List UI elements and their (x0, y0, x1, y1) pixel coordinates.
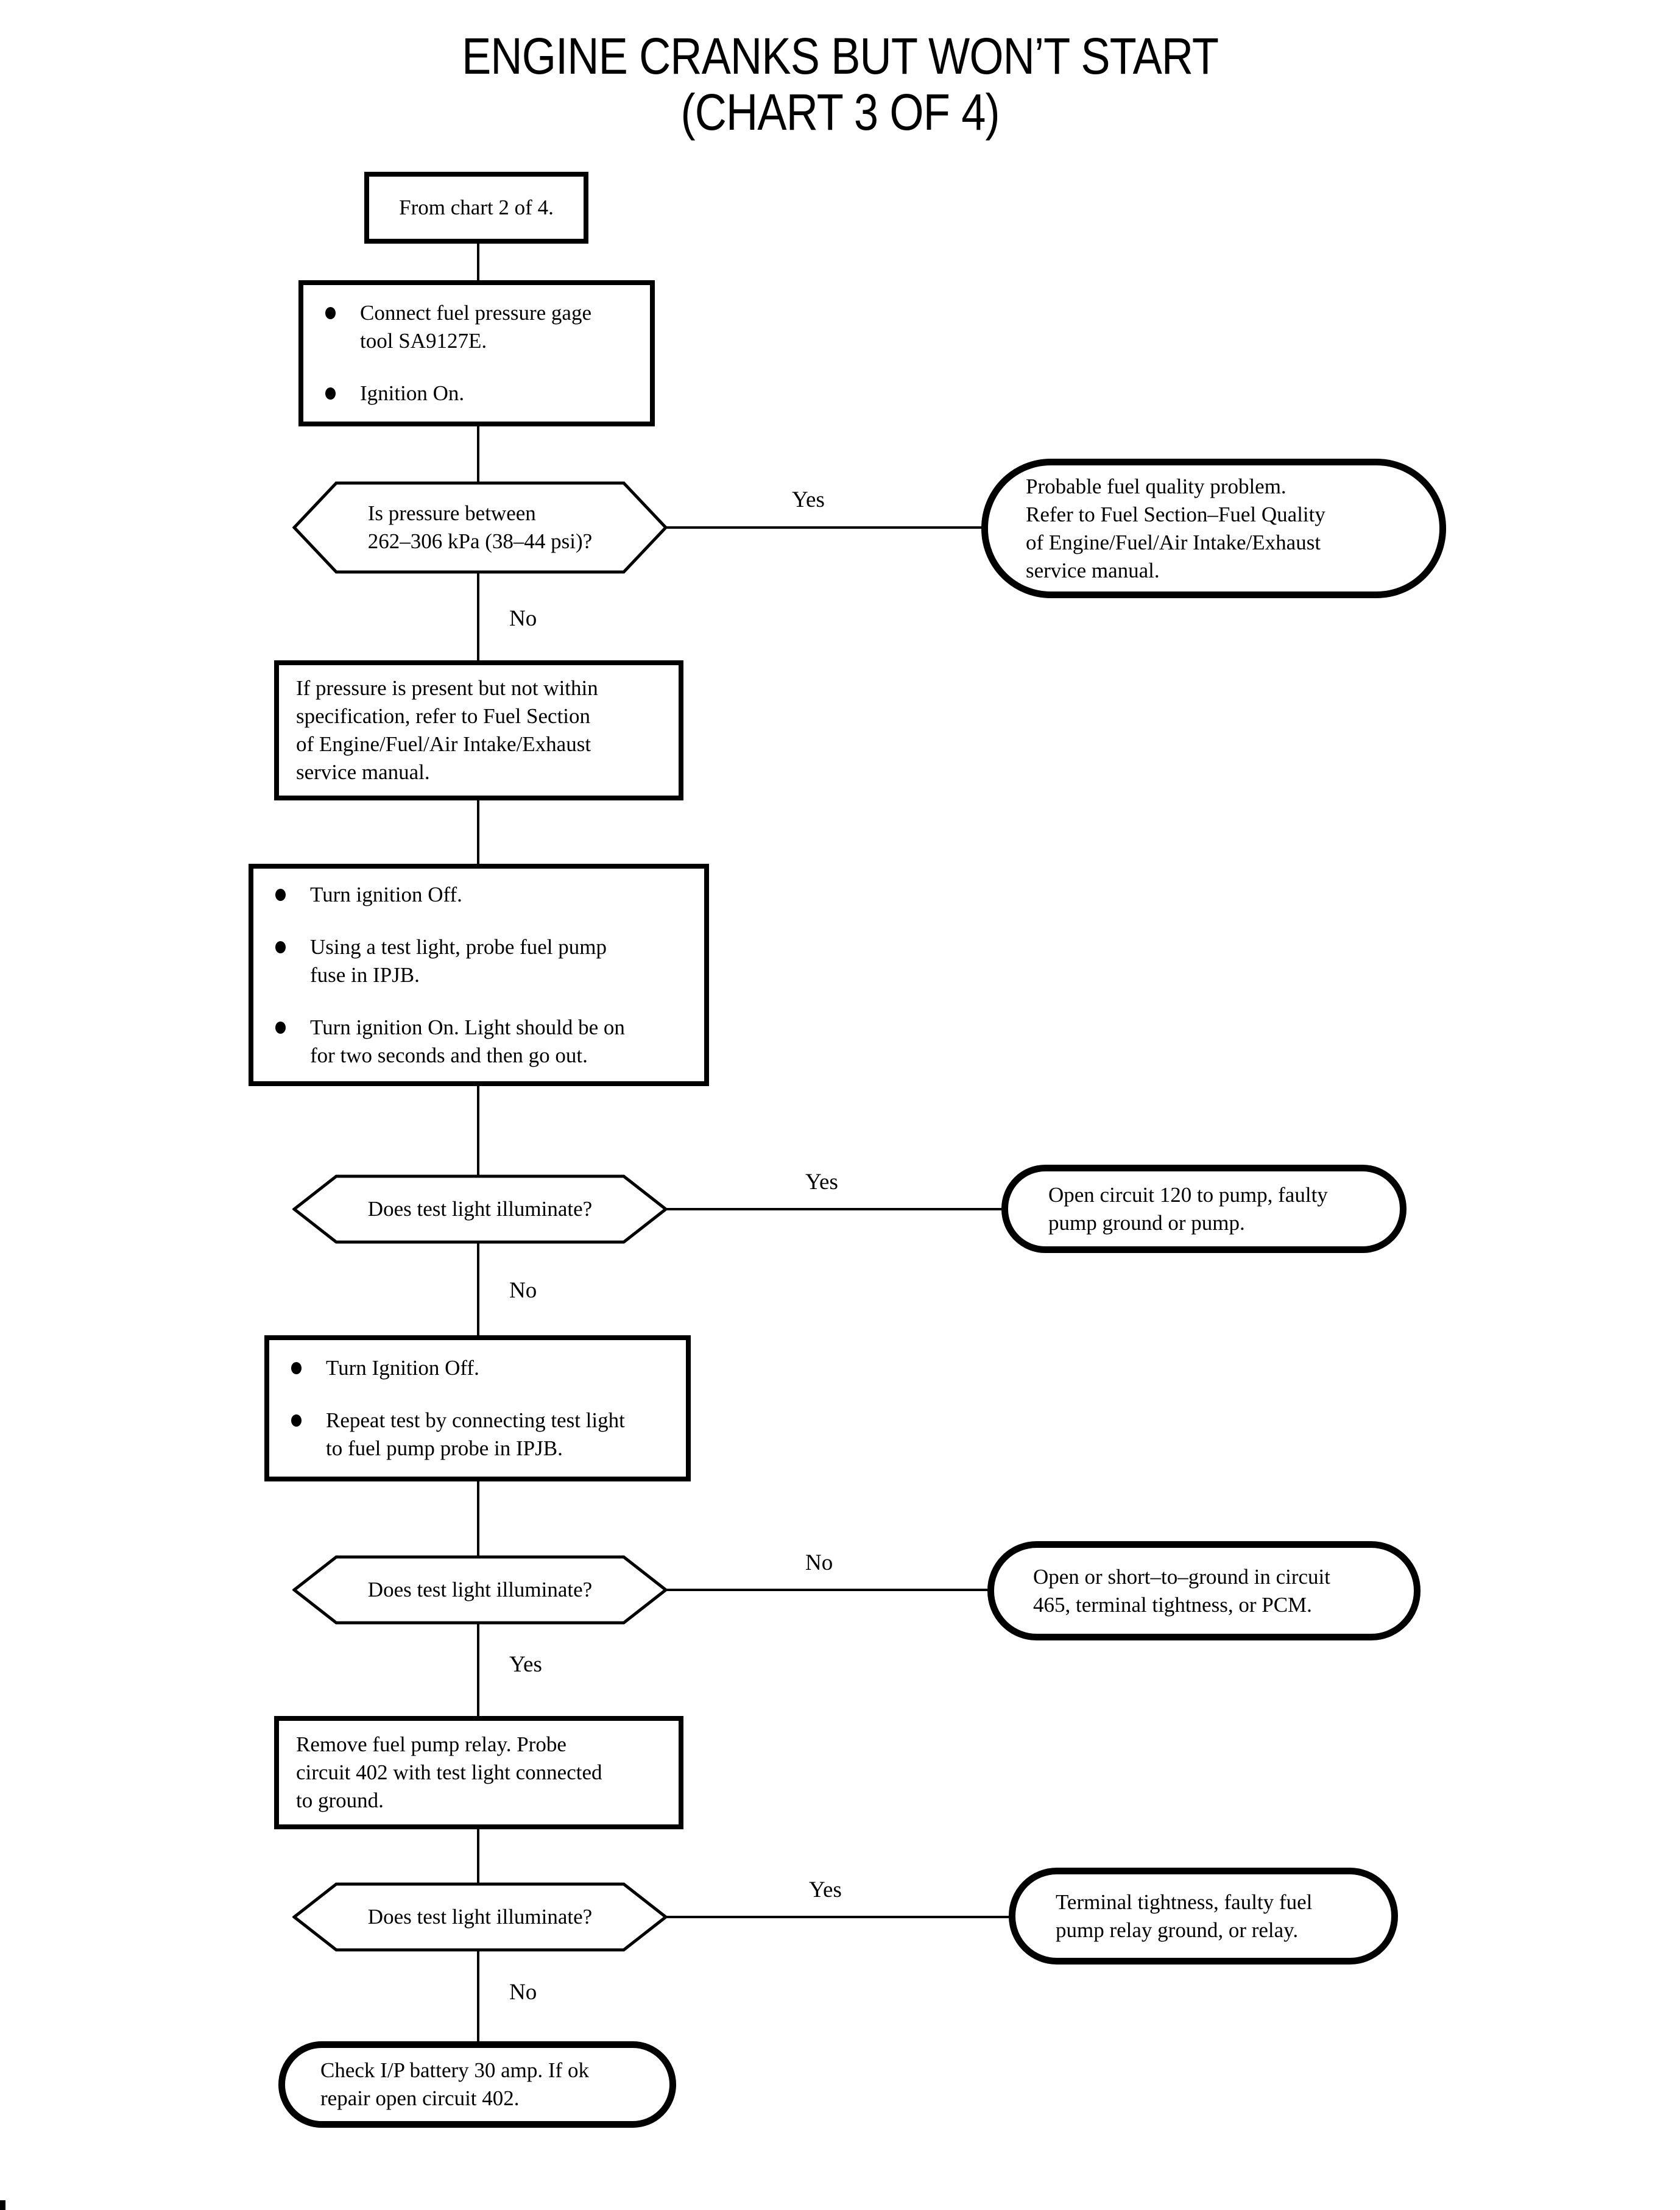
edge-label-no-3: No (805, 1550, 833, 1575)
page-title (0, 28, 1680, 140)
decision-test-light-2 (292, 1555, 668, 1625)
connector-v3 (477, 571, 479, 660)
decision-text-line: Does test light illuminate? (367, 1197, 593, 1221)
process-text-line: service manual. (296, 760, 430, 784)
process-remove-relay (274, 1716, 683, 1829)
terminal-open-circuit-465 (987, 1541, 1421, 1640)
connector-h3 (666, 1589, 987, 1591)
decision-text-line: 262–306 kPa (38–44 psi)? (367, 529, 593, 553)
bullet-text-line: fuse in IPJB. (310, 962, 420, 987)
connector-v1 (477, 244, 479, 280)
terminal-terminal-tightness (1009, 1868, 1398, 1965)
page-title-line2: (CHART 3 OF 4) (680, 83, 1000, 141)
process-text-line: If pressure is present but not within (296, 676, 598, 700)
process-pressure-not-in-spec (274, 660, 683, 800)
bullet-item (275, 933, 625, 989)
bullet-item (325, 299, 591, 355)
terminal-text-line: service manual. (1026, 558, 1160, 582)
process-repeat-test (264, 1335, 691, 1481)
connector-v9 (477, 1829, 479, 1884)
bullet-text-line: tool SA9127E. (360, 329, 487, 353)
bullet-icon (291, 1362, 302, 1374)
connector-v4 (477, 800, 479, 864)
connector-h1 (666, 526, 981, 529)
bullet-text-line: for two seconds and then go out. (310, 1043, 588, 1067)
edge-label-yes-4: Yes (809, 1877, 842, 1902)
connector-v8 (477, 1623, 479, 1716)
edge-label-no-1: No (509, 606, 537, 631)
bullet-item (325, 380, 591, 408)
decision-text-line: Does test light illuminate? (367, 1905, 593, 1929)
edge-label-no-2: No (509, 1278, 537, 1303)
decision-text-line: Is pressure between (367, 501, 536, 525)
bullet-item (291, 1407, 625, 1463)
bullet-text-line: Using a test light, probe fuel pump (310, 934, 607, 959)
process-text-line: Remove fuel pump relay. Probe (296, 1732, 566, 1756)
bullet-item (275, 881, 625, 909)
bullet-icon (275, 941, 286, 953)
decision-test-light-1 (292, 1174, 668, 1244)
connector-h4 (666, 1916, 1009, 1918)
terminal-text-line: 465, terminal tightness, or PCM. (1033, 1592, 1312, 1617)
terminal-text-line: Refer to Fuel Section–Fuel Quality (1026, 502, 1325, 526)
page-title-line1: ENGINE CRANKS BUT WON’T START (461, 27, 1219, 85)
bullet-item (275, 1014, 625, 1070)
decision-test-light-3 (292, 1882, 668, 1952)
decision-text-line: Does test light illuminate? (367, 1578, 593, 1601)
start-node-text: From chart 2 of 4. (399, 196, 554, 219)
terminal-text-line: Terminal tightness, faulty fuel (1056, 1890, 1313, 1914)
terminal-text-line: Open or short–to–ground in circuit (1033, 1564, 1330, 1589)
bullet-text-line: to fuel pump probe in IPJB. (326, 1436, 563, 1460)
terminal-fuel-quality-problem (981, 459, 1446, 598)
bullet-item (291, 1354, 625, 1382)
terminal-text-line: repair open circuit 402. (320, 2086, 520, 2110)
terminal-text-line: Open circuit 120 to pump, faulty (1048, 1182, 1328, 1207)
bullet-text-line: Turn ignition On. Light should be on (310, 1015, 625, 1039)
process-text-line: circuit 402 with test light connected (296, 1760, 602, 1784)
connector-h2 (666, 1208, 1001, 1210)
connector-v10 (477, 1950, 479, 2041)
edge-label-yes-3: Yes (509, 1652, 542, 1677)
process-text-line: to ground. (296, 1788, 384, 1812)
bullet-text-line: Connect fuel pressure gage (360, 301, 591, 325)
bullet-text-line: Repeat test by connecting test light (326, 1408, 625, 1432)
bullet-icon (325, 307, 336, 319)
terminal-text-line: pump ground or pump. (1048, 1210, 1245, 1235)
terminal-check-battery (278, 2041, 676, 2128)
process-text-line: specification, refer to Fuel Section (296, 704, 591, 728)
bullet-icon (275, 1022, 286, 1034)
bullet-icon (291, 1414, 302, 1427)
process-probe-fuel-pump-fuse (249, 864, 709, 1086)
connector-v6 (477, 1242, 479, 1335)
decision-pressure-in-range (292, 481, 668, 574)
connector-v7 (477, 1481, 479, 1557)
edge-label-yes-1: Yes (792, 487, 825, 512)
connector-v5 (477, 1086, 479, 1176)
terminal-text-line: pump relay ground, or relay. (1056, 1918, 1299, 1942)
terminal-open-circuit-120 (1001, 1165, 1406, 1253)
scan-artifact (0, 2200, 5, 2210)
connector-v2 (477, 426, 479, 483)
bullet-text-line: Turn ignition Off. (310, 882, 462, 906)
bullet-text-line: Turn Ignition Off. (326, 1356, 479, 1380)
bullet-text-line: Ignition On. (360, 381, 465, 405)
edge-label-yes-2: Yes (805, 1170, 838, 1195)
terminal-text-line: Check I/P battery 30 amp. If ok (320, 2058, 589, 2082)
edge-label-no-4: No (509, 1980, 537, 2005)
process-text-line: of Engine/Fuel/Air Intake/Exhaust (296, 732, 591, 756)
start-node-from-chart (364, 172, 588, 244)
bullet-icon (275, 889, 286, 901)
bullet-icon (325, 387, 336, 400)
process-connect-gage (298, 280, 655, 426)
terminal-text-line: Probable fuel quality problem. (1026, 474, 1286, 498)
terminal-text-line: of Engine/Fuel/Air Intake/Exhaust (1026, 530, 1321, 554)
